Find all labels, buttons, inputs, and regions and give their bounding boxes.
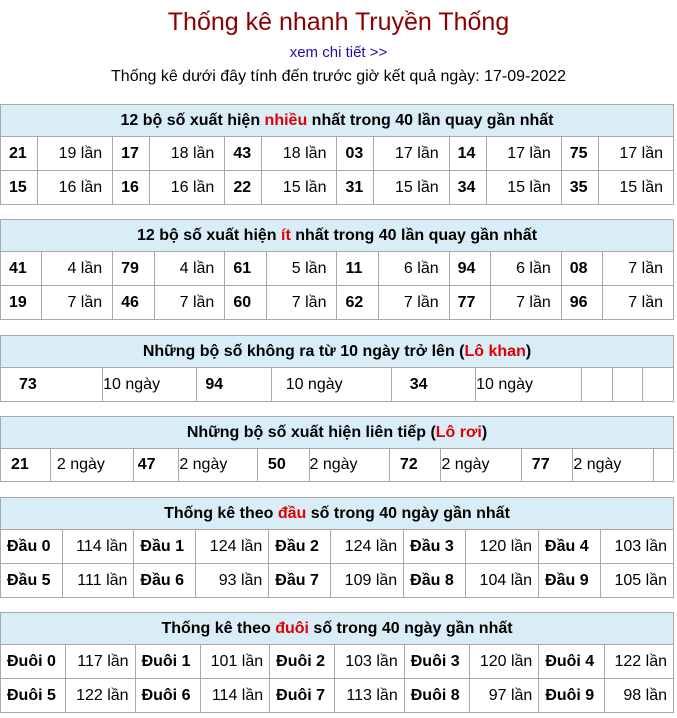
number-cell: 34: [449, 171, 486, 205]
number-cell: 77: [449, 286, 490, 320]
number-cell: 19: [1, 286, 42, 320]
value-cell: 117 lần: [66, 645, 135, 679]
number-cell: 61: [225, 252, 266, 286]
value-cell: 120 lần: [466, 530, 539, 564]
label-cell: Đầu 1: [134, 530, 196, 564]
value-cell: 103 lần: [601, 530, 674, 564]
number-cell: 14: [449, 137, 486, 171]
count-cell: 7 lần: [491, 286, 562, 320]
empty-cell: [653, 449, 673, 482]
count-cell: 15 lần: [374, 171, 449, 205]
label-cell: Đầu 3: [404, 530, 466, 564]
lo-roi-table: [0, 416, 674, 482]
lo-khan-header: Những bộ số không ra từ 10 ngày trở lên (Lô khan): [1, 336, 674, 368]
label-cell: Đầu 4: [539, 530, 601, 564]
most-frequent-table: [0, 104, 674, 205]
count-cell: 2 ngày: [441, 449, 521, 482]
number-cell: 34: [391, 368, 475, 402]
highlight-most: nhiều: [264, 111, 308, 129]
label-cell: Đầu 2: [269, 530, 331, 564]
count-cell: 18 lần: [150, 137, 225, 171]
label-cell: Đầu 8: [404, 564, 466, 598]
value-cell: 114 lần: [62, 530, 133, 564]
label-cell: Đuôi 9: [539, 679, 604, 713]
label-cell: Đuôi 8: [404, 679, 469, 713]
count-cell: 4 lần: [154, 252, 225, 286]
value-cell: 124 lần: [331, 530, 404, 564]
number-cell: 35: [561, 171, 598, 205]
number-cell: 08: [561, 252, 602, 286]
count-cell: 10 ngày: [271, 368, 391, 402]
count-cell: 6 lần: [378, 252, 449, 286]
highlight-lo-khan: Lô khan: [464, 342, 526, 360]
page-title: Thống kê nhanh Truyền Thống: [167, 8, 510, 36]
label-cell: Đuôi 4: [539, 645, 604, 679]
page-header: [0, 0, 677, 87]
count-cell: 7 lần: [42, 286, 113, 320]
value-cell: 113 lần: [335, 679, 404, 713]
count-cell: 16 lần: [150, 171, 225, 205]
highlight-duoi: đuôi: [275, 619, 309, 637]
number-cell: 21: [1, 449, 51, 482]
value-cell: 124 lần: [196, 530, 269, 564]
table-row: [1, 252, 674, 286]
label-cell: Đầu 7: [269, 564, 331, 598]
duoi-header: Thống kê theo đuôi số trong 40 ngày gần nhất: [1, 613, 674, 645]
count-cell: 4 lần: [42, 252, 113, 286]
value-cell: 122 lần: [604, 645, 674, 679]
table-row: [1, 564, 674, 598]
label-cell: Đầu 5: [1, 564, 63, 598]
number-cell: 46: [113, 286, 154, 320]
count-cell: 2 ngày: [309, 449, 389, 482]
number-cell: 79: [113, 252, 154, 286]
number-cell: 77: [521, 449, 573, 482]
number-cell: 94: [197, 368, 271, 402]
value-cell: 104 lần: [466, 564, 539, 598]
empty-cell: [582, 368, 613, 402]
count-cell: 19 lần: [37, 137, 112, 171]
lo-roi-header: Những bộ số xuất hiện liên tiếp (Lô rơi): [1, 417, 674, 449]
count-cell: 17 lần: [598, 137, 673, 171]
number-cell: 75: [561, 137, 598, 171]
number-cell: 96: [561, 286, 602, 320]
number-cell: 47: [133, 449, 179, 482]
table-row: [1, 449, 674, 482]
value-cell: 114 lần: [200, 679, 269, 713]
value-cell: 103 lần: [335, 645, 404, 679]
number-cell: 11: [337, 252, 378, 286]
count-cell: 2 ngày: [50, 449, 133, 482]
count-cell: 7 lần: [266, 286, 337, 320]
number-cell: 17: [113, 137, 150, 171]
value-cell: 97 lần: [469, 679, 538, 713]
value-cell: 93 lần: [196, 564, 269, 598]
count-cell: 7 lần: [603, 252, 674, 286]
highlight-least: ít: [281, 226, 291, 244]
dau-table: [0, 497, 674, 598]
lo-khan-table: [0, 335, 674, 402]
count-cell: 7 lần: [378, 286, 449, 320]
count-cell: 7 lần: [603, 286, 674, 320]
count-cell: 2 ngày: [573, 449, 653, 482]
count-cell: 7 lần: [154, 286, 225, 320]
highlight-lo-roi: Lô rơi: [435, 423, 482, 441]
count-cell: 10 ngày: [476, 368, 582, 402]
value-cell: 109 lần: [331, 564, 404, 598]
highlight-dau: đầu: [277, 504, 307, 522]
number-cell: 15: [1, 171, 38, 205]
value-cell: 101 lần: [200, 645, 269, 679]
number-cell: 94: [449, 252, 490, 286]
number-cell: 73: [1, 368, 103, 402]
label-cell: Đuôi 0: [1, 645, 66, 679]
count-cell: 15 lần: [262, 171, 337, 205]
number-cell: 31: [337, 171, 374, 205]
number-cell: 50: [257, 449, 309, 482]
empty-cell: [612, 368, 643, 402]
label-cell: Đuôi 5: [1, 679, 66, 713]
count-cell: 16 lần: [37, 171, 112, 205]
detail-link[interactable]: xem chi tiết >>: [289, 44, 388, 61]
value-cell: 98 lần: [604, 679, 674, 713]
table-row: [1, 171, 674, 205]
least-frequent-header: 12 bộ số xuất hiện ít nhất trong 40 lần quay gần nhất: [1, 220, 674, 252]
label-cell: Đầu 0: [1, 530, 63, 564]
duoi-table: [0, 612, 674, 713]
table-row: [1, 368, 674, 402]
number-cell: 21: [1, 137, 38, 171]
number-cell: 16: [113, 171, 150, 205]
dau-header: Thống kê theo đầu số trong 40 ngày gần nhất: [1, 498, 674, 530]
value-cell: 111 lần: [62, 564, 133, 598]
number-cell: 72: [389, 449, 441, 482]
table-row: [1, 679, 674, 713]
count-cell: 17 lần: [486, 137, 561, 171]
count-cell: 15 lần: [486, 171, 561, 205]
label-cell: Đầu 9: [539, 564, 601, 598]
value-cell: 120 lần: [469, 645, 538, 679]
number-cell: 22: [225, 171, 262, 205]
count-cell: 18 lần: [262, 137, 337, 171]
page-subtitle: Thống kê dưới đây tính đến trước giờ kết quả ngày: 17-09-2022: [111, 68, 566, 85]
table-row: [1, 137, 674, 171]
count-cell: 2 ngày: [179, 449, 258, 482]
count-cell: 17 lần: [374, 137, 449, 171]
number-cell: 03: [337, 137, 374, 171]
least-frequent-table: [0, 219, 674, 320]
table-row: [1, 286, 674, 320]
label-cell: Đuôi 3: [404, 645, 469, 679]
count-cell: 6 lần: [491, 252, 562, 286]
number-cell: 41: [1, 252, 42, 286]
count-cell: 15 lần: [598, 171, 673, 205]
label-cell: Đuôi 2: [270, 645, 335, 679]
empty-cell: [643, 368, 674, 402]
value-cell: 122 lần: [66, 679, 135, 713]
value-cell: 105 lần: [601, 564, 674, 598]
label-cell: Đuôi 1: [135, 645, 200, 679]
label-cell: Đầu 6: [134, 564, 196, 598]
most-frequent-header: 12 bộ số xuất hiện nhiều nhất trong 40 lần quay gần nhất: [1, 105, 674, 137]
number-cell: 62: [337, 286, 378, 320]
number-cell: 60: [225, 286, 266, 320]
label-cell: Đuôi 7: [270, 679, 335, 713]
count-cell: 5 lần: [266, 252, 337, 286]
table-row: [1, 645, 674, 679]
number-cell: 43: [225, 137, 262, 171]
label-cell: Đuôi 6: [135, 679, 200, 713]
count-cell: 10 ngày: [103, 368, 197, 402]
table-row: [1, 530, 674, 564]
